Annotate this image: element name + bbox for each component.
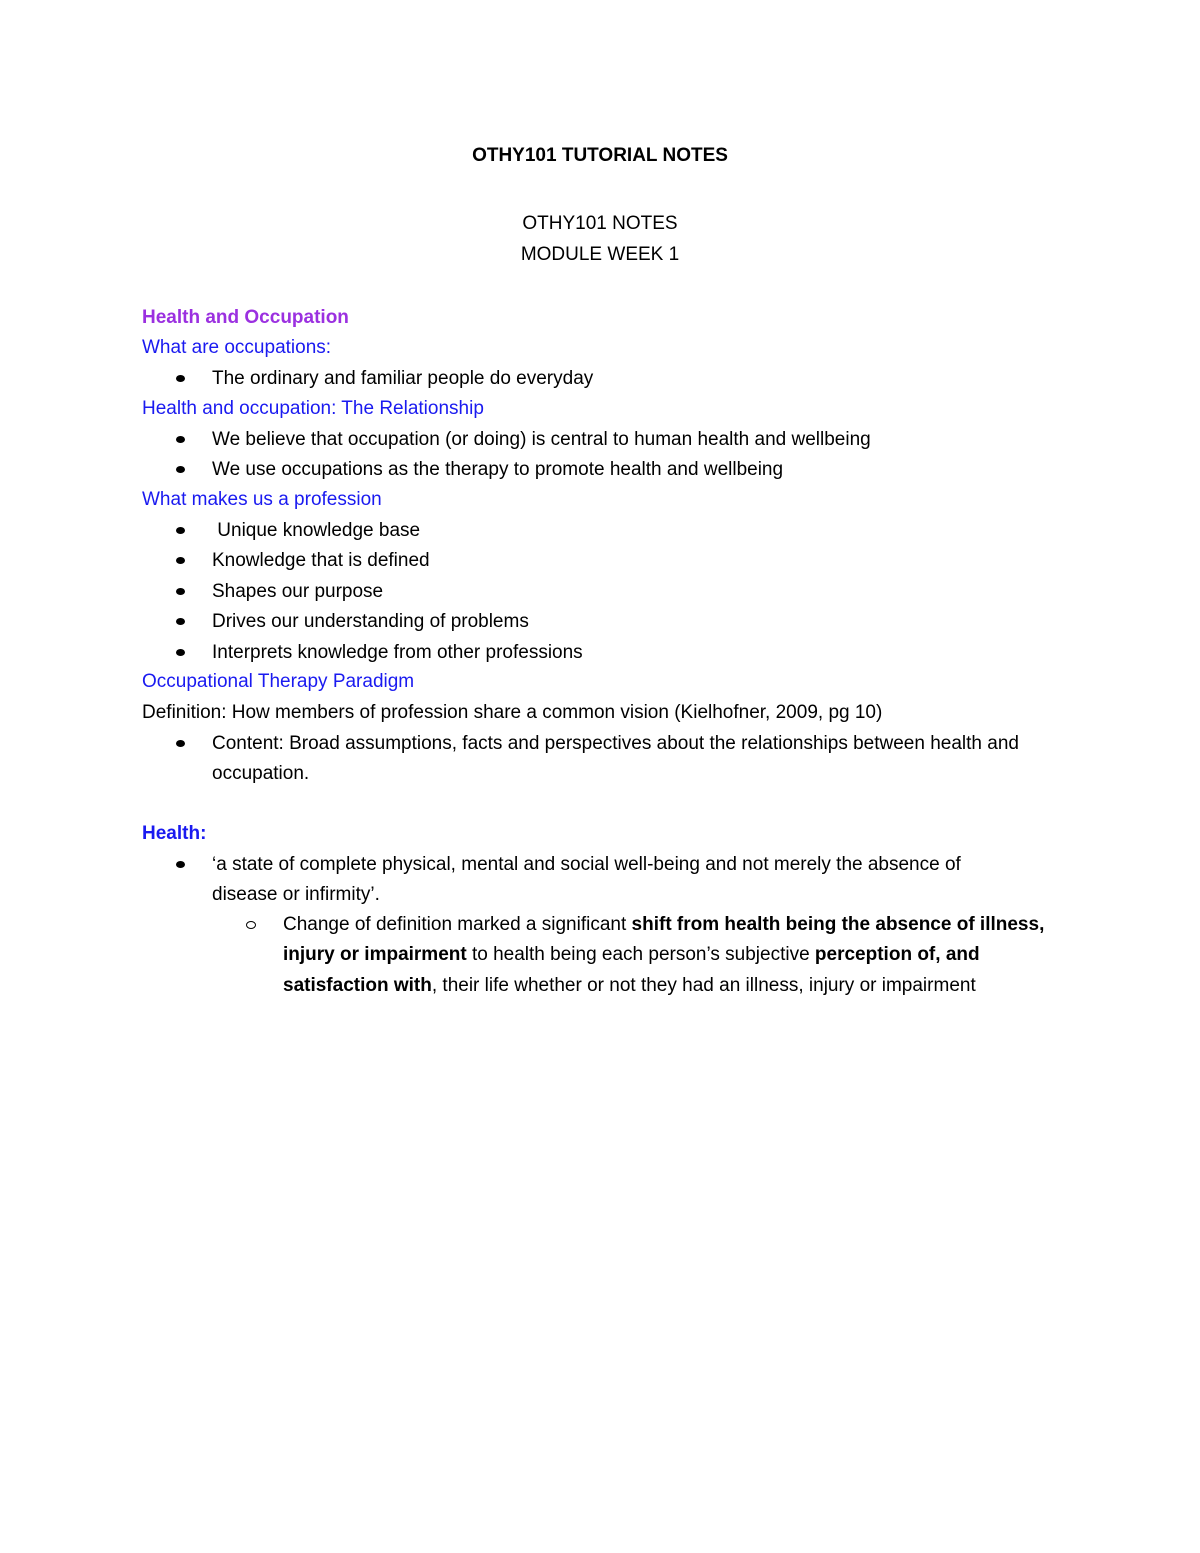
list-item: Interprets knowledge from other professions [212,642,583,663]
list-item: The ordinary and familiar people do everyday [212,368,594,389]
definition-text: Definition: How members of profession share a common vision (Kielhofner, 2009, pg 10) [142,702,883,723]
content-text-line-2: occupation. [212,763,310,784]
section-heading-health: Health: [142,823,207,844]
bullet-icon [176,649,185,656]
quote-line-2: disease or infirmity’. [212,884,380,905]
bullet-icon [176,618,185,625]
bullet-icon [176,740,185,747]
bullet-icon [176,436,185,443]
circle-bullet-icon [246,921,256,929]
sub-point-text: , their life whether or not they had an illness, injury or impairment [431,975,976,996]
subheading-what-are-occupations: What are occupations: [142,337,332,358]
bullet-icon [176,466,185,473]
bullet-icon [176,588,185,595]
sub-point-line-3 [283,974,976,998]
document-title: OTHY101 TUTORIAL NOTES [472,145,728,166]
document-subtitle-notes: OTHY101 NOTES [522,213,678,234]
list-item: Unique knowledge base [212,520,421,541]
list-item: Shapes our purpose [212,581,384,602]
sub-point-bold: injury or impairment [283,944,467,965]
list-item: We use occupations as the therapy to promote health and wellbeing [212,459,784,480]
sub-point-bold: shift from health being the absence of illness, [631,914,1045,935]
subheading-paradigm: Occupational Therapy Paradigm [142,671,415,692]
content-text-line-1: Content: Broad assumptions, facts and perspectives about the relationships between health and [212,733,1019,754]
subheading-profession: What makes us a profession [142,489,382,510]
document-subtitle-week: MODULE WEEK 1 [520,244,680,265]
sub-point-bold: perception of, and [814,944,980,965]
sub-point-line-2 [283,943,980,967]
sub-point-text: Change of definition marked a significant [283,914,632,935]
sub-point-bold: satisfaction with [283,975,432,996]
list-item: Knowledge that is defined [212,550,430,571]
bullet-icon [176,557,185,564]
list-item: We believe that occupation (or doing) is central to human health and wellbeing [212,429,871,450]
list-item: Drives our understanding of problems [212,611,529,632]
bullet-icon [176,375,185,382]
sub-point-line-1 [283,913,1044,937]
subheading-relationship: Health and occupation: The Relationship [142,398,484,419]
bullet-icon [176,527,185,534]
sub-point-text: to health being each person’s subjective [466,944,815,965]
quote-line-1: ‘a state of complete physical, mental and social well-being and not merely the absence of [212,854,961,875]
section-heading-health-occupation: Health and Occupation [142,307,349,328]
bullet-icon [176,861,185,868]
